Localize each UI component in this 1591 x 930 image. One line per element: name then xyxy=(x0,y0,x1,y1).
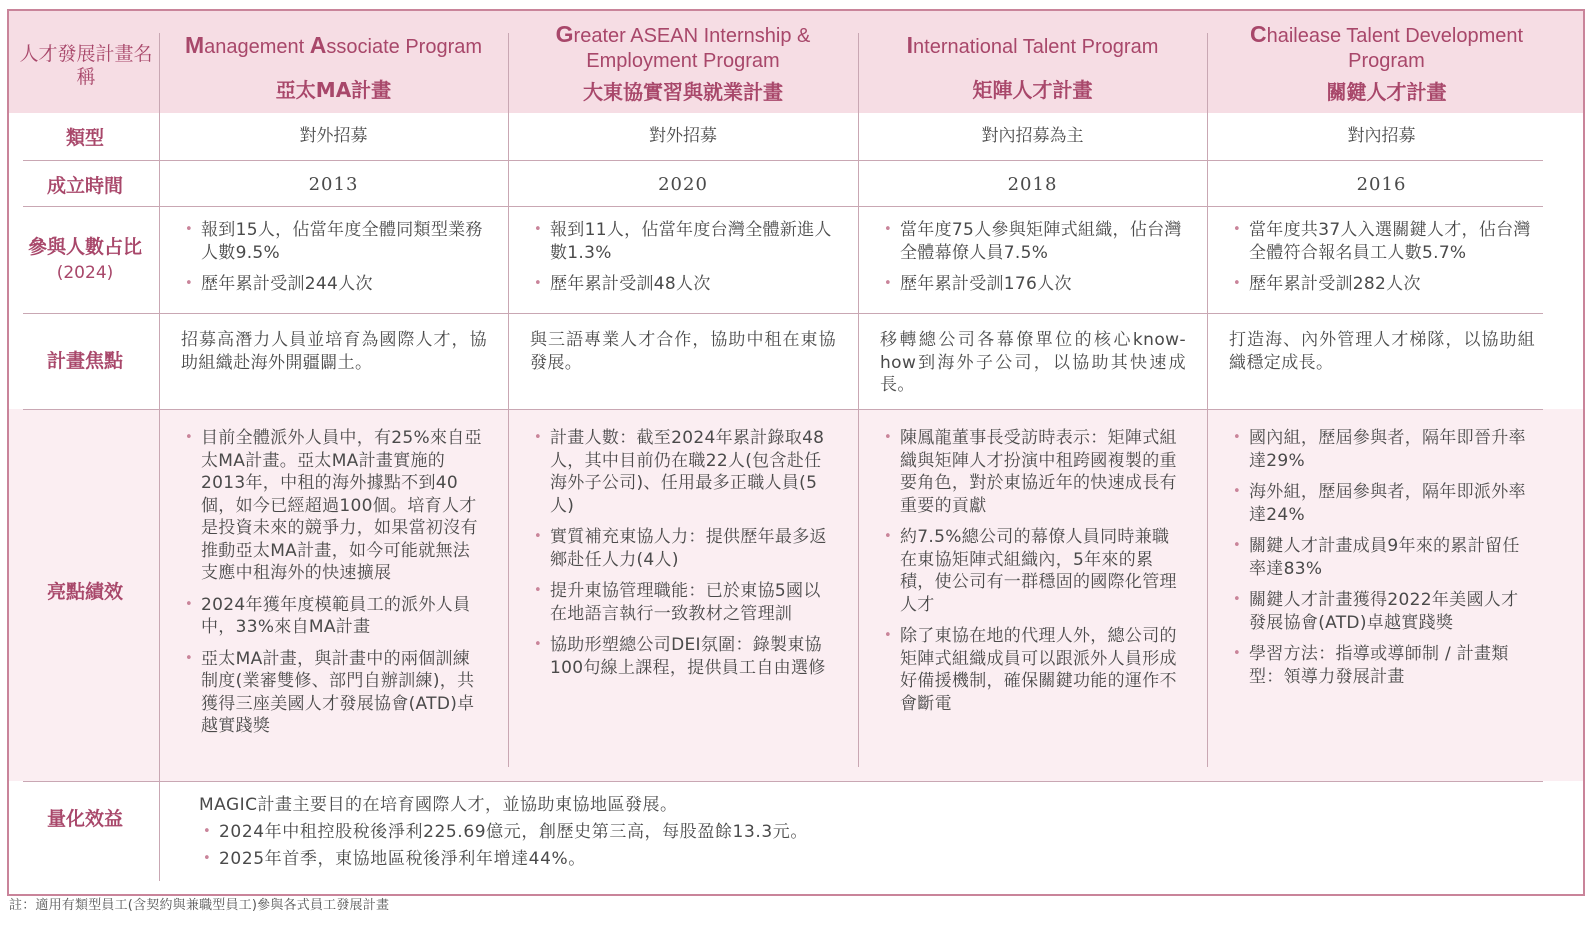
row-label-year: 成立時間 xyxy=(46,175,123,197)
divider xyxy=(23,206,1543,207)
year-cell: 2016 xyxy=(1356,174,1407,195)
list-item: • 國內組，歷屆參與者，隔年即晉升率達29% xyxy=(1229,427,1535,472)
program-en-name: Chailease Talent Development Program xyxy=(1249,21,1524,72)
highlights-cell xyxy=(1229,427,1535,697)
highlights-cell xyxy=(880,427,1186,724)
list-item: • 目前全體派外人員中，有25%來自亞太MA計畫。亞太MA計畫實施的2013年，中租的海外據點不到40個，如今已經超過100個。培育人才是投資未來的競爭力，如果當初沒有推動亞太MA計畫，如今可能就無法支應中租海外的快速擴展 xyxy=(181,427,487,585)
list-item: • 2024年中租控股稅後淨利225.69億元，創歷史第三高，每股盈餘13.3元。 xyxy=(199,820,808,844)
program-en-name: Management Associate Program xyxy=(184,32,483,58)
row-label-quant: 量化效益 xyxy=(46,808,123,830)
divider xyxy=(23,313,1543,314)
list-item: • 歷年累計受訓176人次 xyxy=(880,273,1192,296)
program-zh-name: 大東協實習與就業計畫 xyxy=(583,80,783,104)
year-cell: 2020 xyxy=(658,174,708,195)
quant-cell xyxy=(199,793,808,871)
program-zh-name: 矩陣人才計畫 xyxy=(972,78,1093,102)
program-header-matrix xyxy=(860,33,1205,102)
header-label: 人才發展計畫名稱 xyxy=(19,43,153,88)
list-item: • 實質補充東協人力：提供歷年最多返鄉赴任人力(4人) xyxy=(530,526,836,571)
list-item: • 關鍵人才計畫獲得2022年美國人才發展協會(ATD)卓越實踐獎 xyxy=(1229,589,1535,634)
row-label-type: 類型 xyxy=(65,127,104,149)
list-item: • 除了東協在地的代理人外，總公司的矩陣式組織成員可以跟派外人員形成好備援機制，確保關鍵功能的運作不會斷電 xyxy=(880,625,1186,715)
program-zh-name: 關鍵人才計畫 xyxy=(1326,80,1447,104)
participation-cell xyxy=(530,219,842,305)
divider xyxy=(858,33,859,767)
row-label-focus: 計畫焦點 xyxy=(46,350,123,372)
participation-label: 參與人數占比 xyxy=(27,236,142,258)
divider xyxy=(508,33,509,767)
list-item: • 亞太MA計畫，與計畫中的兩個訓練制度(業審雙修、部門自辦訓練)，共獲得三座美國人才發展協會(ATD)卓越實踐獎 xyxy=(181,648,487,738)
type-cell: 對內招募為主 xyxy=(981,126,1084,146)
program-header-key-talent xyxy=(1209,22,1564,104)
participation-cell xyxy=(880,219,1192,305)
list-item: • 報到11人，佔當年度台灣全體新進人數1.3% xyxy=(530,219,842,264)
list-item: • 當年度共37人入選關鍵人才，佔台灣全體符合報名員工人數5.7% xyxy=(1229,219,1541,264)
list-item: • 約7.5%總公司的幕僚人員同時兼職在東協矩陣式組織內，5年來的累積，使公司有一群穩固的國際化管理人才 xyxy=(880,526,1186,616)
list-item: • 提升東協管理職能：已於東協5國以在地語言執行一致教材之管理訓 xyxy=(530,580,836,625)
list-item: • 計畫人數：截至2024年累計錄取48人，其中目前仍在職22人(包含赴任海外子公司)、任用最多正職人員(5人) xyxy=(530,427,836,517)
footnote: 註：適用有類型員工(含契約與兼職型員工)參與各式員工發展計畫 xyxy=(9,898,390,913)
program-header-asean xyxy=(510,22,856,104)
participation-cell xyxy=(1229,219,1541,305)
list-item: • 海外組，歷屆參與者，隔年即派外率達24% xyxy=(1229,481,1535,526)
list-item: • 關鍵人才計畫成員9年來的累計留任率達83% xyxy=(1229,535,1535,580)
highlights-cell xyxy=(181,427,487,747)
type-cell: 對內招募 xyxy=(1347,126,1416,146)
list-item: • 當年度75人參與矩陣式組織，佔台灣全體幕僚人員7.5% xyxy=(880,219,1192,264)
list-item: • 歷年累計受訓282人次 xyxy=(1229,273,1541,296)
divider xyxy=(23,781,1543,782)
focus-cell: 與三語專業人才合作，協助中租在東協發展。 xyxy=(530,330,836,373)
focus-cell: 招募高潛力人員並培育為國際人才，協助組織赴海外開疆闢土。 xyxy=(181,330,487,373)
list-item: • 陳鳳龍董事長受訪時表示：矩陣式組織與矩陣人才扮演中租跨國複製的重要角色，對於東協近年的快速成長有重要的貢獻 xyxy=(880,427,1186,517)
type-cell: 對外招募 xyxy=(299,126,368,146)
quant-intro: MAGIC計畫主要目的在培育國際人才，並協助東協地區發展。 xyxy=(199,795,678,815)
type-cell: 對外招募 xyxy=(649,126,717,146)
focus-cell: 打造海、內外管理人才梯隊，以協助組織穩定成長。 xyxy=(1229,330,1535,373)
list-item: • 報到15人，佔當年度全體同類型業務人數9.5% xyxy=(181,219,493,264)
divider xyxy=(23,409,1543,410)
program-header-ma xyxy=(161,33,506,102)
year-cell: 2018 xyxy=(1007,174,1058,195)
participation-cell xyxy=(181,219,493,305)
focus-cell: 移轉總公司各幕僚單位的核心know-how到海外子公司，以協助其快速成長。 xyxy=(880,330,1186,395)
program-en-name: International Talent Program xyxy=(906,32,1159,58)
row-label-participation xyxy=(9,235,161,285)
year-cell: 2013 xyxy=(308,174,359,195)
list-item: • 學習方法：指導或導師制 / 計畫類型：領導力發展計畫 xyxy=(1229,643,1535,688)
list-item: • 歷年累計受訓244人次 xyxy=(181,273,493,296)
participation-sublabel: (2024) xyxy=(56,263,114,283)
highlights-cell xyxy=(530,427,836,688)
list-item: • 協助形塑總公司DEI氛圍：錄製東協100句線上課程，提供員工自由選修 xyxy=(530,634,836,679)
program-zh-name: 亞太MA計畫 xyxy=(275,78,392,102)
list-item: • 歷年累計受訓48人次 xyxy=(530,273,842,296)
list-item: • 2025年首季，東協地區稅後淨利年增達44%。 xyxy=(199,847,808,871)
program-table xyxy=(7,9,1585,896)
divider xyxy=(1207,33,1208,767)
program-en-name: Greater ASEAN Internship & Employment Program xyxy=(555,21,811,72)
list-item: • 2024年獲年度模範員工的派外人員中，33%來自MA計畫 xyxy=(181,594,487,639)
divider xyxy=(23,160,1543,161)
row-label-highlights: 亮點績效 xyxy=(46,581,123,603)
